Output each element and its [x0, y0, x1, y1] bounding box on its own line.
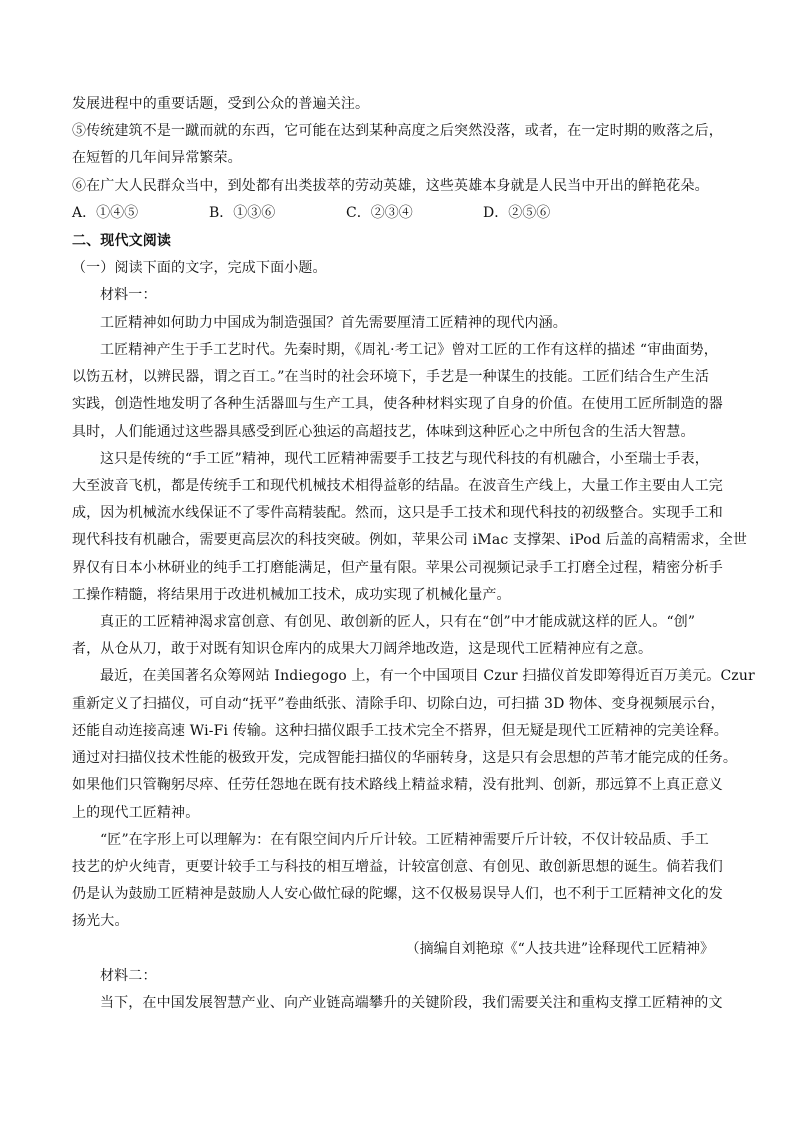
paragraph-line: 最近，在美国著名众筹网站 Indiegogo 上，有一个中国项目 Czur 扫描仪首发即筹得近百万美元。Czur — [100, 668, 755, 684]
paragraph-line: 真正的工匠精神渴求富创意、有创见、敢创新的匠人，只有在“创”中才能成就这样的匠人。“创” — [100, 614, 696, 630]
paragraph-line: 界仅有日本小林研业的纯手工打磨能满足，但产量有限。苹果公司视频记录手工打磨全过程，精密分析手 — [72, 560, 723, 576]
text-line: ⑤传统建筑不是一蹴而就的东西，它可能在达到某种高度之后突然没落，或者，在一定时期的败落之后， — [72, 123, 723, 139]
paragraph-line: 大至波音飞机，都是传统手工和现代机械技术相得益彰的结晶。在波音生产线上，大量工作主要由人工完 — [72, 478, 723, 494]
paragraph-line: 重新定义了扫描仪，可自动“抚平”卷曲纸张、清除手印、切除白边，可扫描 3D 物体、变身视频展示台， — [72, 696, 725, 712]
option-c: C．②③④ — [346, 205, 413, 221]
paragraph-line: 这只是传统的“手工匠”精神，现代工匠精神需要手工技艺与现代科技的有机融合，小至瑞士手表， — [100, 451, 709, 467]
paragraph-line: 上的现代工匠精神。 — [72, 805, 200, 821]
paragraph-line: “匠”在字形上可以理解为：在有限空间内斤斤计较。工匠精神需要斤斤计较，不仅计较品质、手工 — [100, 832, 709, 848]
paragraph-line: 技艺的炉火纯青，更要计较手工与科技的相互增益，计较富创意、有创见、敢创新思想的诞生。倘若我们 — [72, 859, 723, 875]
text-line: 在短暂的几年间异常繁荣。 — [72, 150, 242, 166]
paragraph-line: 还能自动连接高速 Wi-Fi 传输。这种扫描仪跟手工技术完全不搭界，但无疑是现代工匠精神的完美诠释。 — [72, 723, 728, 739]
material-label: 材料二： — [100, 968, 157, 984]
source-citation: （摘编自刘艳琼《“人技共进”诠释现代工匠精神》 — [405, 941, 714, 957]
paragraph-line: 仍是认为鼓励工匠精神是鼓励人人安心做忙碌的陀螺，这不仅极易误导人们，也不利于工匠精神文化的发 — [72, 886, 723, 902]
paragraph-line: 当下，在中国发展智慧产业、向产业链高端攀升的关键阶段，我们需要关注和重构支撑工匠精神的文 — [100, 995, 723, 1011]
text-line: 发展进程中的重要话题，受到公众的普遍关注。 — [72, 96, 370, 112]
paragraph-line: 者，从仓从刀，敢于对既有知识仓库内的成果大刀阔斧地改造，这是现代工匠精神应有之意。 — [72, 641, 653, 657]
paragraph-line: 工操作精髓，将结果用于改进机械加工技术，成功实现了机械化量产。 — [72, 587, 511, 603]
paragraph-line: 工匠精神如何助力中国成为制造强国？首先需要厘清工匠精神的现代内涵。 — [100, 315, 567, 331]
option-b: B．①③⑥ — [209, 205, 276, 221]
option-a: A．①④⑤ — [72, 205, 139, 221]
option-d: D．②⑤⑥ — [483, 205, 551, 221]
paragraph-line: 通过对扫描仪技术性能的极致开发，完成智能扫描仪的华丽转身，这是只有会思想的芦苇才能完成的任务。 — [72, 750, 738, 766]
paragraph-line: 现代科技有机融合，需要更高层次的科技突破。例如，苹果公司 iMac 支撑架、iPod 后盖的高精需求，全世 — [72, 532, 748, 548]
paragraph-line: 扬光大。 — [72, 913, 129, 929]
paragraph-line: 实践，创造性地发明了各种生活器皿与生产工具，使各种材料实现了自身的价值。在使用工匠所制造的器 — [72, 396, 723, 412]
paragraph-line: 以饬五材，以辨民器，谓之百工。”在当时的社会环境下，手艺是一种谋生的技能。工匠们结合生产生活 — [72, 369, 710, 385]
paragraph-line: 具时，人们能通过这些器具感受到匠心独运的高超技艺，体味到这种匠心之中所包含的生活大智慧。 — [72, 424, 695, 440]
answer-options — [72, 204, 620, 222]
paragraph-line: 成，因为机械流水线保证不了零件高精装配。然而，这只是手工技术和现代科技的初级整合。实现手工和 — [72, 505, 723, 521]
section-title: 二、现代文阅读 — [72, 233, 172, 249]
paragraph-line: 工匠精神产生于手工艺时代。先秦时期，《周礼·考工记》曾对工匠的工作有这样的描述 “审曲面势， — [100, 342, 718, 358]
text-line: ⑥在广大人民群众当中，到处都有出类拔萃的劳动英雄，这些英雄本身就是人民当中开出的鲜艳花朵。 — [72, 178, 709, 194]
sub-title: （一）阅读下面的文字，完成下面小题。 — [72, 260, 327, 276]
paragraph-line: 如果他们只管鞠躬尽瘁、任劳任怨地在既有技术路线上精益求精，没有批判、创新，那远算不上真正意义 — [72, 777, 723, 793]
material-label: 材料一： — [100, 287, 157, 303]
